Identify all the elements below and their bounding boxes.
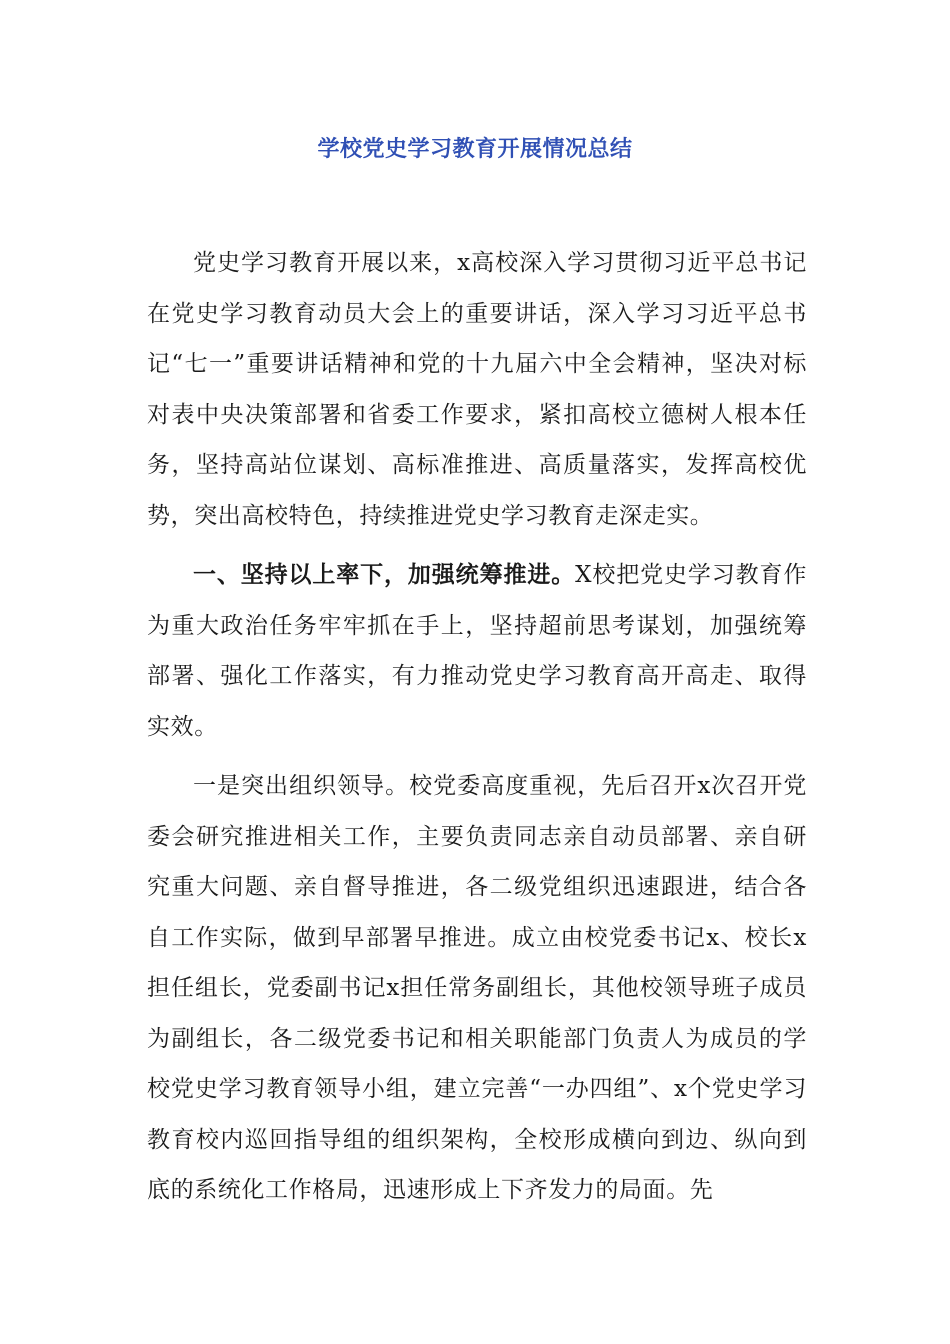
intro-paragraph: 党史学习教育开展以来，x高校深入学习贯彻习近平总书记在党史学习教育动员大会上的重要讲话，深入学习习近平总书记“七一”重要讲话精神和党的十九届六中全会精神，坚决对标对表中央决策部署和省委工作要求，紧扣高校立德树人根本任务，坚持高站位谋划、高标准推进、高质量落实，发挥高校优势，突出高校特色，持续推进党史学习教育走深走实。 (147, 250, 807, 529)
document-title: 学校党史学习教育开展情况总结 (317, 137, 633, 162)
organization-leadership-paragraph: 一是突出组织领导。校党委高度重视，先后召开x次召开党委会研究推进相关工作，主要负责同志亲自动员部署、亲自研究重大问题、亲自督导推进，各二级党组织迅速跟进，结合各自工作实际，做到早部署早推进。成立由校党委书记x、校长x担任组长，党委副书记x担任常务副组长，其他校领导班子成员为副组长，各二级党委书记和相关职能部门负责人为成员的学校党史学习教育领导小组，建立完善“一办四组”、x个党史学习教育校内巡回指导组的组织架构，全校形成横向到边、纵向到底的系统化工作格局，迅速形成上下齐发力的局面。先 (147, 773, 807, 1203)
section-one-paragraph (147, 550, 807, 752)
document-body (147, 238, 807, 1216)
section-one-text: X校把党史学习教育作为重大政治任务牢牢抓在手上，坚持超前思考谋划，加强统筹部署、强化工作落实，有力推动党史学习教育高开高走、取得实效。 (147, 562, 807, 740)
section-one-heading: 一、坚持以上率下，加强统筹推进。 (193, 561, 576, 588)
